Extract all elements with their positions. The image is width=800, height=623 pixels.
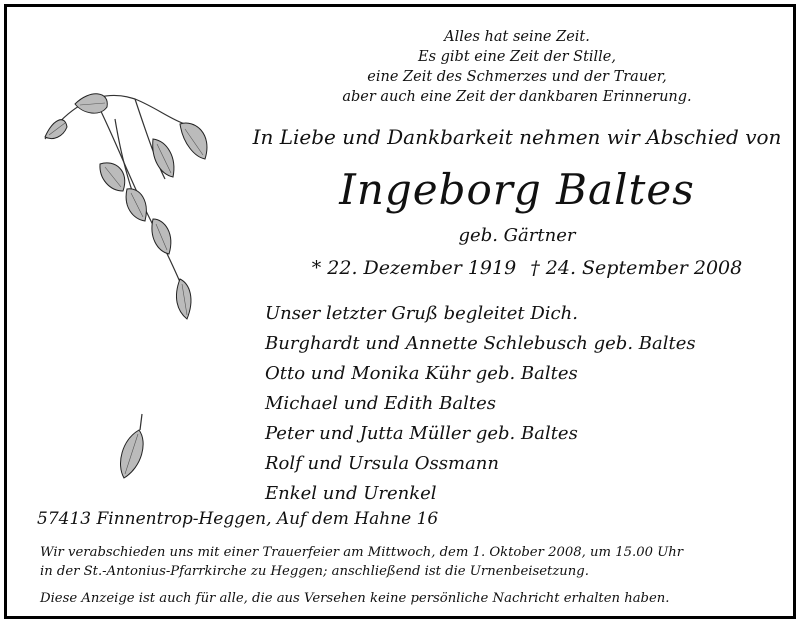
poem-line: Alles hat seine Zeit.: [444, 29, 590, 45]
address: 57413 Finnentrop-Heggen, Auf dem Hahne 16: [37, 509, 439, 529]
birth-date: * 22. Dezember 1919: [311, 257, 517, 279]
falling-leaf-illustration: [112, 412, 152, 482]
mourner-line: Enkel und Urenkel: [265, 483, 437, 504]
mourner-line: Michael und Edith Baltes: [265, 393, 496, 414]
farewell-intro: In Liebe und Dankbarkeit nehmen wir Abschied von: [252, 125, 782, 149]
notice-note: Diese Anzeige ist auch für alle, die aus Versehen keine persönliche Nachricht erhalten haben.: [40, 591, 670, 606]
poem-line: eine Zeit des Schmerzes und der Trauer,: [367, 69, 667, 85]
mourner-line: Peter und Jutta Müller geb. Baltes: [265, 423, 578, 444]
mourners-list: [265, 299, 696, 509]
poem: [307, 27, 727, 107]
birch-branch-illustration: [35, 79, 225, 339]
death-date: † 24. September 2008: [530, 257, 743, 279]
deceased-name: Ingeborg Baltes: [339, 165, 695, 214]
poem-line: aber auch eine Zeit der dankbaren Erinnerung.: [342, 89, 692, 105]
service-line: in der St.-Antonius-Pfarrkirche zu Heggen; anschließend ist die Urnenbeisetzung.: [40, 564, 589, 579]
birth-name: geb. Gärtner: [458, 225, 576, 246]
mourner-line: Burghardt und Annette Schlebusch geb. Baltes: [265, 333, 696, 354]
service-line: Wir verabschieden uns mit einer Trauerfeier am Mittwoch, dem 1. Oktober 2008, um 15.00 Uhr: [40, 545, 684, 560]
poem-line: Es gibt eine Zeit der Stille,: [417, 49, 616, 65]
life-dates: [307, 257, 747, 279]
service-info: [40, 543, 683, 581]
mourner-line: Rolf und Ursula Ossmann: [265, 453, 499, 474]
mourner-line: Otto und Monika Kühr geb. Baltes: [265, 363, 578, 384]
obituary-frame: [4, 4, 796, 619]
mourner-line: Unser letzter Gruß begleitet Dich.: [265, 303, 578, 324]
